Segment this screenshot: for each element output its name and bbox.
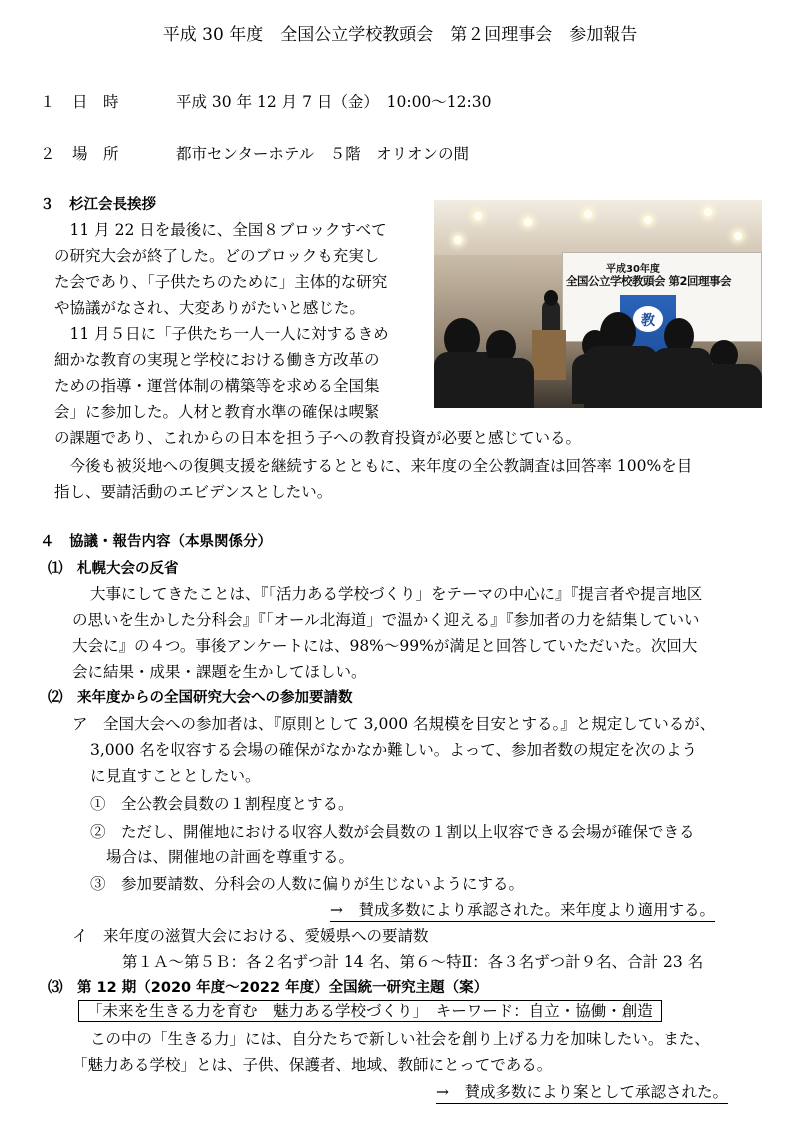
sec3-line: 会」に参加した。人材と教育水準の確保は喫緊 [54,403,380,421]
emblem-glyph: 教 [641,313,655,329]
sec3-line: 細かな教育の実現と学校における働き方改革の [54,351,380,369]
sub1-line: 大事にしてきたことは、『「活力ある学校づくり」をテーマの中心に』『提言者や提言地区 [90,585,703,603]
sec3-line: の研究大会が終了した。どのブロックも充実し [54,247,380,265]
sec1-label: 日 時 [72,93,119,111]
sub1-line: 大会に』の４つ。事後アンケートには、98%～99%が満足と回答していただいた。次回大 [72,637,698,655]
page-title: 平成 30 年度 全国公立学校教頭会 第２回理事会 参加報告 [162,25,638,45]
banner-text-title: 全国公立学校教頭会 第2回理事会 [566,274,732,288]
sub3-line: 「魅力ある学校」とは、子供、保護者、地域、教師にとってである。 [72,1056,553,1074]
sec3-line: 指し、要請活動のエビデンスとしたい。 [54,483,333,501]
sub2-item: ① 全公教会員数の１割程度とする。 [90,795,354,813]
sub2-item: 場合は、開催地の計画を尊重する。 [106,848,355,866]
sec3-line: 11 月５日に「子供たち一人一人に対するきめ [54,325,389,343]
sub2-item: ② ただし、開催地における収容人数が会員数の１割以上収容できる会場が確保できる [90,823,695,841]
sec3-heading: ３ 杉江会長挨拶 [40,197,156,213]
meeting-photo [434,200,762,408]
sec3-line: 11 月 22 日を最後に、全国８ブロックすべて [54,221,387,239]
banner-text-year: 平成30年度 [606,264,660,275]
sec3-line: の課題であり、これからの日本を担う子への教育投資が必要と感じている。 [54,429,582,447]
sub2-a-line: に見直すこととしたい。 [90,767,261,785]
theme-box: 「未来を生きる力を育む 魅力ある学校づくり」 キーワード：自立・協働・創造 [78,1000,662,1022]
sec3-line: や協議がなされ、大変ありがたいと感じた。 [54,299,365,317]
sub2-heading: ⑵ 来年度からの全国研究大会への参加要請数 [48,690,353,706]
sub3-line: この中の「生きる力」には、自分たちで新しい社会を創り上げる力を加味したい。また、 [90,1030,710,1048]
sec1-value: 平成 30 年 12 月 7 日（金） 10:00～12:30 [176,93,492,111]
sec3-line: ための指導・運営体制の構築等を求める全国集 [54,377,380,395]
sec2-value: 都市センターホテル ５階 オリオンの間 [176,145,469,163]
sub2-a-line: 3,000 名を収容する会場の確保がなかなか難しい。よって、参加者数の規定を次のよう [90,741,697,759]
sub2-item: ③ 参加要請数、分科会の人数に偏りが生じないようにする。 [90,875,525,893]
sub2-result: → 賛成多数により承認された。来年度より適用する。 [330,901,715,922]
sec2-number: ２ [40,145,56,163]
sub1-heading: ⑴ 札幌大会の反省 [48,561,179,577]
sub2-i-detail: 第１Ａ～第５Ｂ：各２名ずつ計 14 名、第６～特Ⅱ：各３名ずつ計９名、合計 23 名 [122,953,704,971]
sub1-line: 会に結果・成果・課題を生かしてほしい。 [72,663,367,681]
sec4-heading: ４ 協議・報告内容（本県関係分） [40,534,272,550]
sub3-result: → 賛成多数により案として承認された。 [436,1083,728,1104]
sec3-line: た会であり、「子供たちのために」主体的な研究 [54,273,388,291]
sub2-a-line: ア 全国大会への参加者は、『原則として 3,000 名規模を目安とする。』と規定しているが、 [72,715,716,733]
sub3-heading: ⑶ 第 12 期（2020 年度～2022 年度）全国統一研究主題（案） [48,980,489,996]
sec1-number: １ [40,93,56,111]
sec2-label: 場 所 [72,145,119,163]
sec3-line: 今後も被災地への復興支援を継続するとともに、来年度の全公教調査は回答率 100%を目 [54,457,693,475]
sub2-i-line: イ 来年度の滋賀大会における、愛媛県への要請数 [72,927,429,945]
sub1-line: の思いを生かした分科会』『「オール北海道」で温かく迎える』『参加者の力を結集していい [72,611,700,629]
